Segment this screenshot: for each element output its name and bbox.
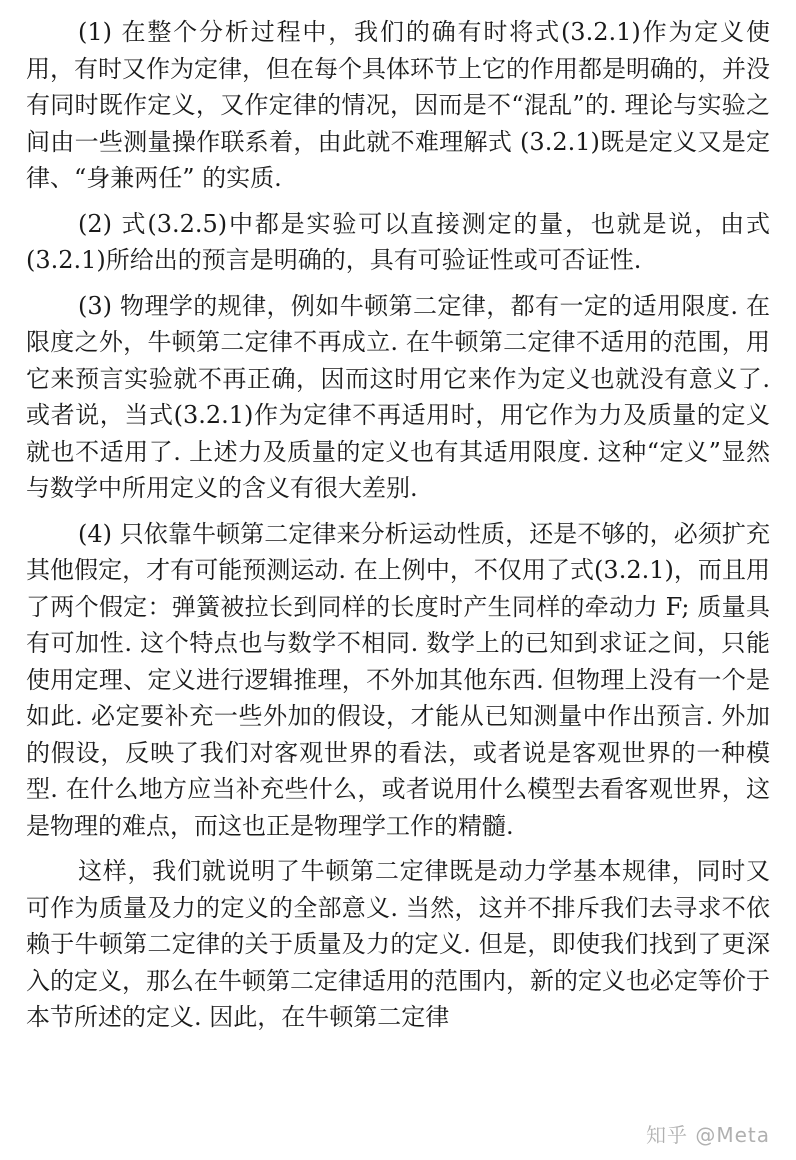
paragraph-2: (2) 式(3.2.5)中都是实验可以直接测定的量，也就是说，由式(3.2.1)所给出的预言是明确的，具有可验证性或可否证性. [26,209,770,274]
paragraph-5: 这样，我们就说明了牛顿第二定律既是动力学基本规律，同时又可作为质量及力的定义的全部意义. 当然，这并不排斥我们去寻求不依赖于牛顿第二定律的关于质量及力的定义. 但是，即使我们找到了更深入的定义，那么在牛顿第二定律适用的范围内，新的定义也必定等价于本节所述的定义. 因此，在牛顿第二定律 [26,857,770,1031]
document-page [26,14,770,1036]
paragraph-3: (3) 物理学的规律，例如牛顿第二定律，都有一定的适用限度. 在限度之外，牛顿第二定律不再成立. 在牛顿第二定律不适用的范围，用它来预言实验就不再正确，因而这时用它来作为定义也就没有意义了. 或者说，当式(3.2.1)作为定律不再适用时，用它作为力及质量的定义就也不适用了. 上述力及质量的定义也有其适用限度. 这种“定义”显然与数学中所用定义的含义有很大差别. [26,291,770,502]
paragraph-1: (1) 在整个分析过程中，我们的确有时将式(3.2.1)作为定义使用，有时又作为定律，但在每个具体环节上它的作用都是明确的，并没有同时既作定义，又作定律的情况，因而是不“混乱”的. 理论与实验之间由一些测量操作联系着，由此就不难理解式 (3.2.1)既是定义又是定律、“身兼两任” 的实质. [26,18,770,192]
watermark: 知乎 @Meta [645,1123,770,1147]
paragraph-4: (4) 只依靠牛顿第二定律来分析运动性质，还是不够的，必须扩充其他假定，才有可能预测运动. 在上例中，不仅用了式(3.2.1)，而且用了两个假定：弹簧被拉长到同样的长度时产生同样的牵动力 F; 质量具有可加性. 这个特点也与数学不相同. 数学上的已知到求证之间，只能使用定理、定义进行逻辑推理，不外加其他东西. 但物理上没有一个是如此. 必定要补充一些外加的假设，才能从已知测量中作出预言. 外加的假设，反映了我们对客观世界的看法，或者说是客观世界的一种模型. 在什么地方应当补充些什么，或者说用什么模型去看客观世界，这是物理的难点，而这也正是物理学工作的精髓. [26,519,770,840]
